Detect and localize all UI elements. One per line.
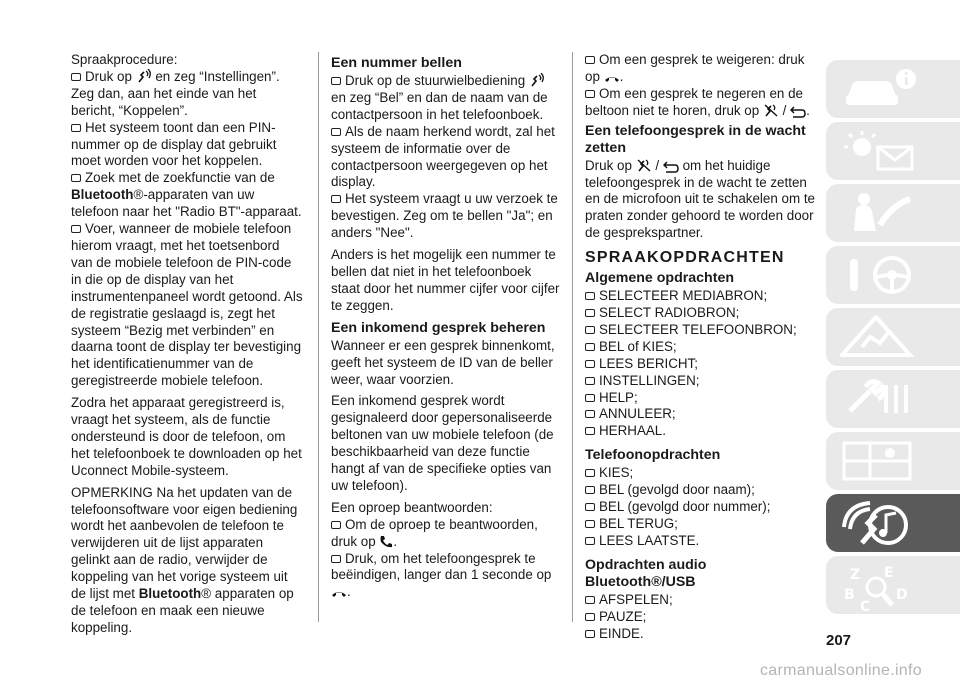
paragraph: Zodra het apparaat geregistreerd is, vraagt het systeem, als de functie ondersteund is door de telefoon, om het telefoonboek te downloaden op het Uconnect Mobile-systeem. — [71, 395, 302, 478]
step-pin: Het systeem toont dan een PIN-nummer op de display dat gebruikt moet worden voor het koppelen. — [71, 119, 277, 169]
checkbox-icon — [585, 309, 595, 317]
chapter-tabs — [826, 60, 960, 618]
list-item: AFSPELEN; — [585, 592, 817, 609]
checkbox-icon — [585, 377, 595, 385]
hang-up-icon — [331, 589, 347, 599]
paragraph: Spraakprocedure: — [71, 52, 178, 67]
checkbox-icon — [71, 73, 81, 81]
checkbox-icon — [585, 596, 595, 604]
section-heading: Een telefoongesprek in de wacht zetten — [585, 122, 806, 156]
checkbox-icon — [585, 410, 595, 418]
list-item: HELP; — [585, 390, 817, 407]
checkbox-icon — [585, 469, 595, 477]
list-item: INSTELLINGEN; — [585, 373, 817, 390]
step-end: Druk, om het telefoongesprek te beëindigen, langer dan 1 seconde op . — [331, 550, 552, 600]
step-search: Zoek met de zoekfunctie van de Bluetooth®-apparaten van uw telefoon naar het "Radio BT"-apparaat. — [71, 170, 302, 220]
audio-commands-list — [585, 592, 817, 643]
list-item: BEL (gevolgd door naam); — [585, 482, 817, 499]
list-item: EINDE. — [585, 626, 817, 643]
list-item: BEL (gevolgd door nummer); — [585, 499, 817, 516]
paragraph: Een inkomend gesprek wordt gesignaleerd door gepersonaliseerde beltonen van uw mobiele telefoon (de beschikbaarheid van deze functie hangt af van de specifieke opties van uw telefoon). — [331, 393, 554, 493]
svg-text:Z: Z — [850, 567, 861, 583]
list-item: BEL TERUG; — [585, 516, 817, 533]
chapter-heading: SPRAAKOPDRACHTEN — [585, 249, 785, 267]
list-item: SELECTEER MEDIABRON; — [585, 288, 817, 305]
checkbox-icon — [331, 77, 341, 85]
checkbox-icon — [585, 613, 595, 621]
checkbox-icon — [71, 124, 81, 132]
column-2 — [331, 52, 563, 601]
emergency-icon — [826, 308, 960, 366]
step-reject: Om een gesprek te weigeren: druk op . — [585, 52, 805, 84]
paragraph: Een oproep beantwoorden: — [331, 499, 493, 515]
checkbox-icon — [585, 486, 595, 494]
list-item: LEES BERICHT; — [585, 356, 817, 373]
mute-mic-icon — [636, 158, 652, 173]
checkbox-icon — [585, 394, 595, 402]
step-name: Als de naam herkend wordt, zal het systeem de informatie over de contactpersoon weergegeven op het display. — [331, 123, 555, 190]
paragraph: Zeg dan, aan het einde van het bericht, “Koppelen”. — [71, 85, 257, 118]
note-paragraph: OPMERKING Na het updaten van de telefoonsoftware voor eigen bediening wordt het aanbevolen de telefoon te verwijderen uit de lijst apparaten gelinkt aan de radio, verwijder de koppeling van het vorige systeem uit de lijst met Bluetooth® apparaten op de telefoon en maak een nieuwe koppeling. — [71, 484, 298, 635]
checkbox-icon — [585, 360, 595, 368]
section-heading: Een nummer bellen — [331, 55, 462, 71]
step-ignore: Om een gesprek te negeren en de beltoon niet te horen, druk op / . — [585, 85, 810, 118]
section-heading: Telefoonopdrachten — [585, 447, 721, 464]
multimedia-icon — [826, 494, 960, 552]
list-item: SELECTEER TELEFOONBRON; — [585, 322, 817, 339]
paragraph: Anders is het mogelijk een nummer te bellen dat niet in het telefoonboek staat door het nummer cijfer voor cijfer te zeggen. — [331, 247, 560, 313]
phone-icon — [379, 535, 393, 549]
list-item: KIES; — [585, 465, 817, 482]
phone-commands-list — [585, 465, 817, 550]
checkbox-icon — [585, 56, 595, 64]
step-answer: Om de oproep te beantwoorden, druk op . — [331, 516, 538, 549]
checkbox-icon — [585, 503, 595, 511]
checkbox-icon — [71, 225, 81, 233]
voice-command-icon — [529, 73, 545, 88]
step-enter-pin: Voer, wanneer de mobiele telefoon hierom vraagt, met het toetsenbord van de mobiele telefoon de PIN-code in die op de display van het instrumentenpaneel wordt getoond. Als de registratie geslaagd is, zegt het systeem “Bezig met verbinden” en daarna toont de display ter bevestiging het identificatienummer van de geregistreerde mobiele telefoon. — [71, 221, 303, 389]
checkbox-icon — [585, 326, 595, 334]
hang-up-icon — [604, 74, 620, 84]
checkbox-icon — [331, 521, 341, 529]
list-item: BEL of KIES; — [585, 339, 817, 356]
back-arrow-icon — [790, 106, 806, 118]
list-item: LEES LAATSTE. — [585, 533, 817, 550]
checkbox-icon — [331, 195, 341, 203]
mute-mic-icon — [763, 103, 779, 118]
list-item: PAUZE; — [585, 609, 817, 626]
watermark: carmanualsonline.info — [760, 662, 922, 679]
checkbox-icon — [585, 343, 595, 351]
checkbox-icon — [585, 90, 595, 98]
step-call: Druk op de stuurwielbediening en zeg “Bel” en dan de naam van de contactpersoon in het telefoonboek. — [331, 73, 548, 122]
checkbox-icon — [585, 630, 595, 638]
warning-lights-icon — [826, 122, 960, 180]
paragraph-hold: Druk op / om het huidige telefoongesprek in de wacht te zetten en de microfoon uit te schakelen om te praten zonder gehoord te worden door de gesprekspartner. — [585, 157, 816, 241]
column-divider — [572, 52, 573, 622]
car-info-icon — [826, 60, 960, 118]
checkbox-icon — [585, 537, 595, 545]
svg-text:B: B — [844, 587, 855, 603]
checkbox-icon — [585, 292, 595, 300]
starting-driving-icon — [826, 246, 960, 304]
paragraph: Wanneer er een gesprek binnenkomt, geeft het systeem de ID van de beller weer, waar voorzien. — [331, 337, 555, 387]
back-arrow-icon — [663, 161, 679, 173]
index-icon — [826, 556, 960, 614]
safety-seat-icon — [826, 184, 960, 242]
maintenance-icon — [826, 370, 960, 428]
voice-command-icon — [136, 69, 152, 84]
general-commands-list — [585, 288, 817, 440]
list-item: ANNULEER; — [585, 406, 817, 423]
checkbox-icon — [585, 427, 595, 435]
technical-data-icon — [826, 432, 960, 490]
list-item: HERHAAL. — [585, 423, 817, 440]
column-divider — [318, 52, 319, 622]
svg-text:E: E — [884, 565, 894, 581]
checkbox-icon — [585, 520, 595, 528]
svg-text:D: D — [896, 587, 908, 603]
checkbox-icon — [331, 555, 341, 563]
checkbox-icon — [71, 174, 81, 182]
section-heading: Een inkomend gesprek beheren — [331, 319, 546, 336]
column-1 — [71, 52, 303, 642]
page-number: 207 — [826, 632, 852, 649]
svg-text:C: C — [860, 599, 871, 611]
section-heading: Opdrachten audio Bluetooth®/USB — [585, 556, 707, 590]
checkbox-icon — [331, 128, 341, 136]
step-press-voice: Druk op en zeg “Instellingen”. — [71, 69, 303, 86]
step-confirm: Het systeem vraagt u uw verzoek te bevestigen. Zeg om te bellen "Ja"; en anders "Nee". — [331, 191, 558, 241]
list-item: SELECT RADIOBRON; — [585, 305, 817, 322]
section-heading: Algemene opdrachten — [585, 270, 734, 287]
column-3 — [585, 52, 817, 642]
